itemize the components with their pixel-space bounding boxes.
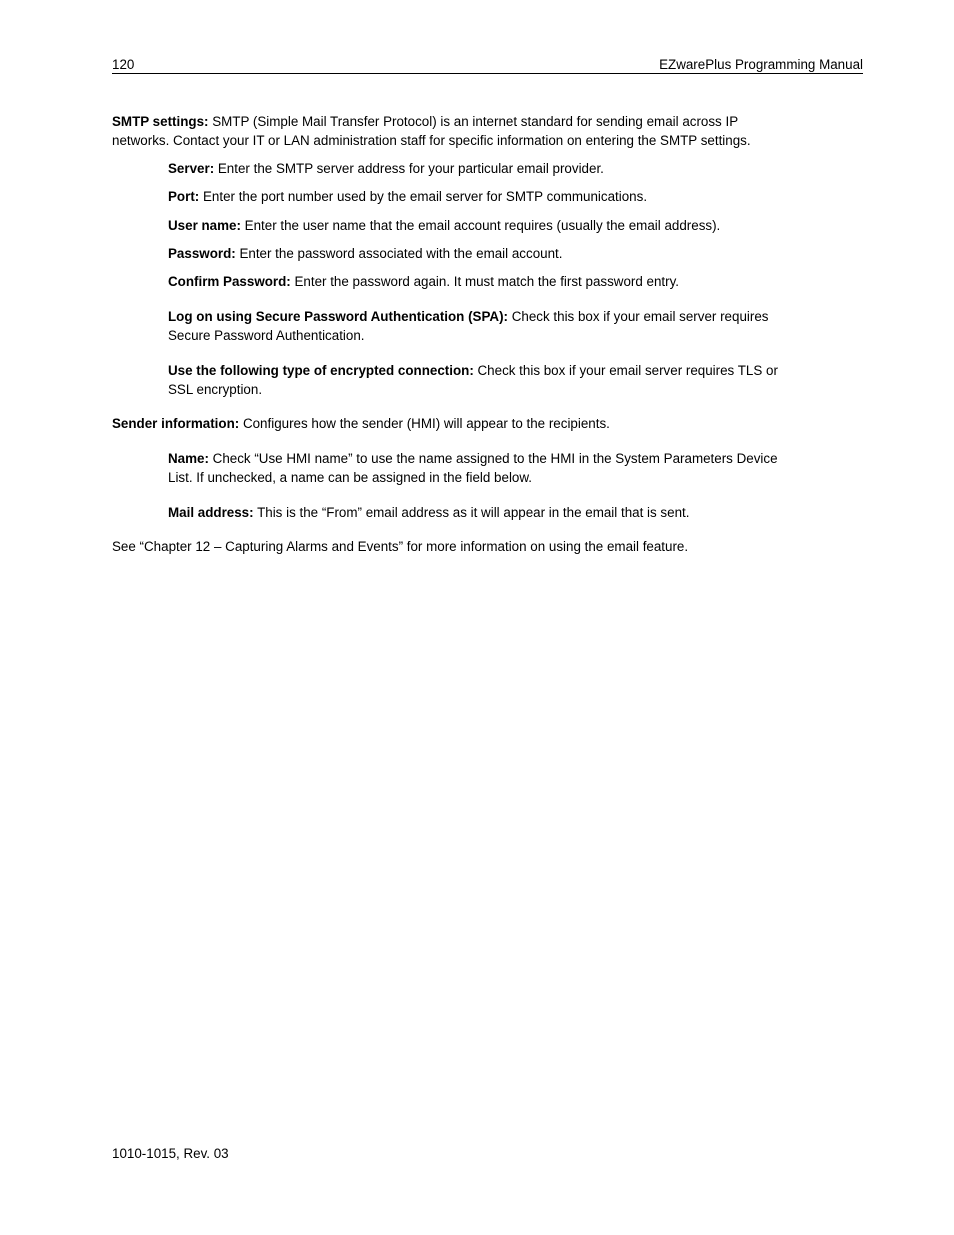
port-item	[168, 187, 647, 206]
smtp-settings-text: SMTP (Simple Mail Transfer Protocol) is an internet standard for sending email across IP	[208, 114, 739, 129]
name-text: Check “Use HMI name” to use the name assigned to the HMI in the System Parameters Device	[208, 451, 778, 466]
see-also-paragraph: See “Chapter 12 – Capturing Alarms and Events” for more information on using the email feature.	[112, 539, 689, 554]
password-label: Password:	[168, 246, 236, 261]
password-text: Enter the password associated with the email account.	[235, 246, 563, 261]
manual-title: EZwarePlus Programming Manual	[659, 57, 863, 72]
mail-address-text: This is the “From” email address as it will appear in the email that is sent.	[253, 505, 690, 520]
page-header	[112, 56, 863, 74]
page-footer	[112, 1144, 229, 1163]
server-label: Server:	[168, 161, 215, 176]
user-name-item	[168, 216, 720, 235]
encrypted-connection-label: Use the following type of encrypted connection:	[168, 363, 474, 378]
confirm-password-text: Enter the password again. It must match the first password entry.	[290, 274, 680, 289]
document-number: 1010-1015, Rev. 03	[112, 1146, 229, 1161]
port-label: Port:	[168, 189, 200, 204]
confirm-password-item	[168, 272, 679, 291]
user-name-text: Enter the user name that the email account requires (usually the email address).	[240, 218, 721, 233]
encrypted-connection-text: Check this box if your email server requires TLS or	[473, 363, 778, 378]
smtp-settings-paragraph-line2: networks. Contact your IT or LAN administration staff for specific information on entering the SMTP settings.	[112, 133, 751, 148]
confirm-password-label: Confirm Password:	[168, 274, 291, 289]
sender-information-paragraph	[112, 414, 610, 433]
smtp-settings-paragraph-line1	[112, 112, 738, 131]
name-item-line2: List. If unchecked, a name can be assigned in the field below.	[168, 470, 533, 485]
sender-information-text: Configures how the sender (HMI) will appear to the recipients.	[239, 416, 610, 431]
server-item	[168, 159, 604, 178]
spa-item-line1	[168, 307, 768, 326]
name-item-line1	[168, 449, 778, 468]
name-label: Name:	[168, 451, 209, 466]
mail-address-label: Mail address:	[168, 505, 254, 520]
port-text: Enter the port number used by the email server for SMTP communications.	[199, 189, 648, 204]
mail-address-item	[168, 503, 689, 522]
spa-label: Log on using Secure Password Authentication (SPA):	[168, 309, 508, 324]
encrypted-connection-item-line2: SSL encryption.	[168, 382, 263, 397]
encrypted-connection-item-line1	[168, 361, 778, 380]
password-item	[168, 244, 562, 263]
smtp-settings-label: SMTP settings:	[112, 114, 209, 129]
page-number: 120	[112, 57, 135, 72]
spa-text: Check this box if your email server requires	[508, 309, 769, 324]
sender-information-label: Sender information:	[112, 416, 240, 431]
spa-item-line2: Secure Password Authentication.	[168, 328, 365, 343]
user-name-label: User name:	[168, 218, 241, 233]
server-text: Enter the SMTP server address for your particular email provider.	[214, 161, 604, 176]
